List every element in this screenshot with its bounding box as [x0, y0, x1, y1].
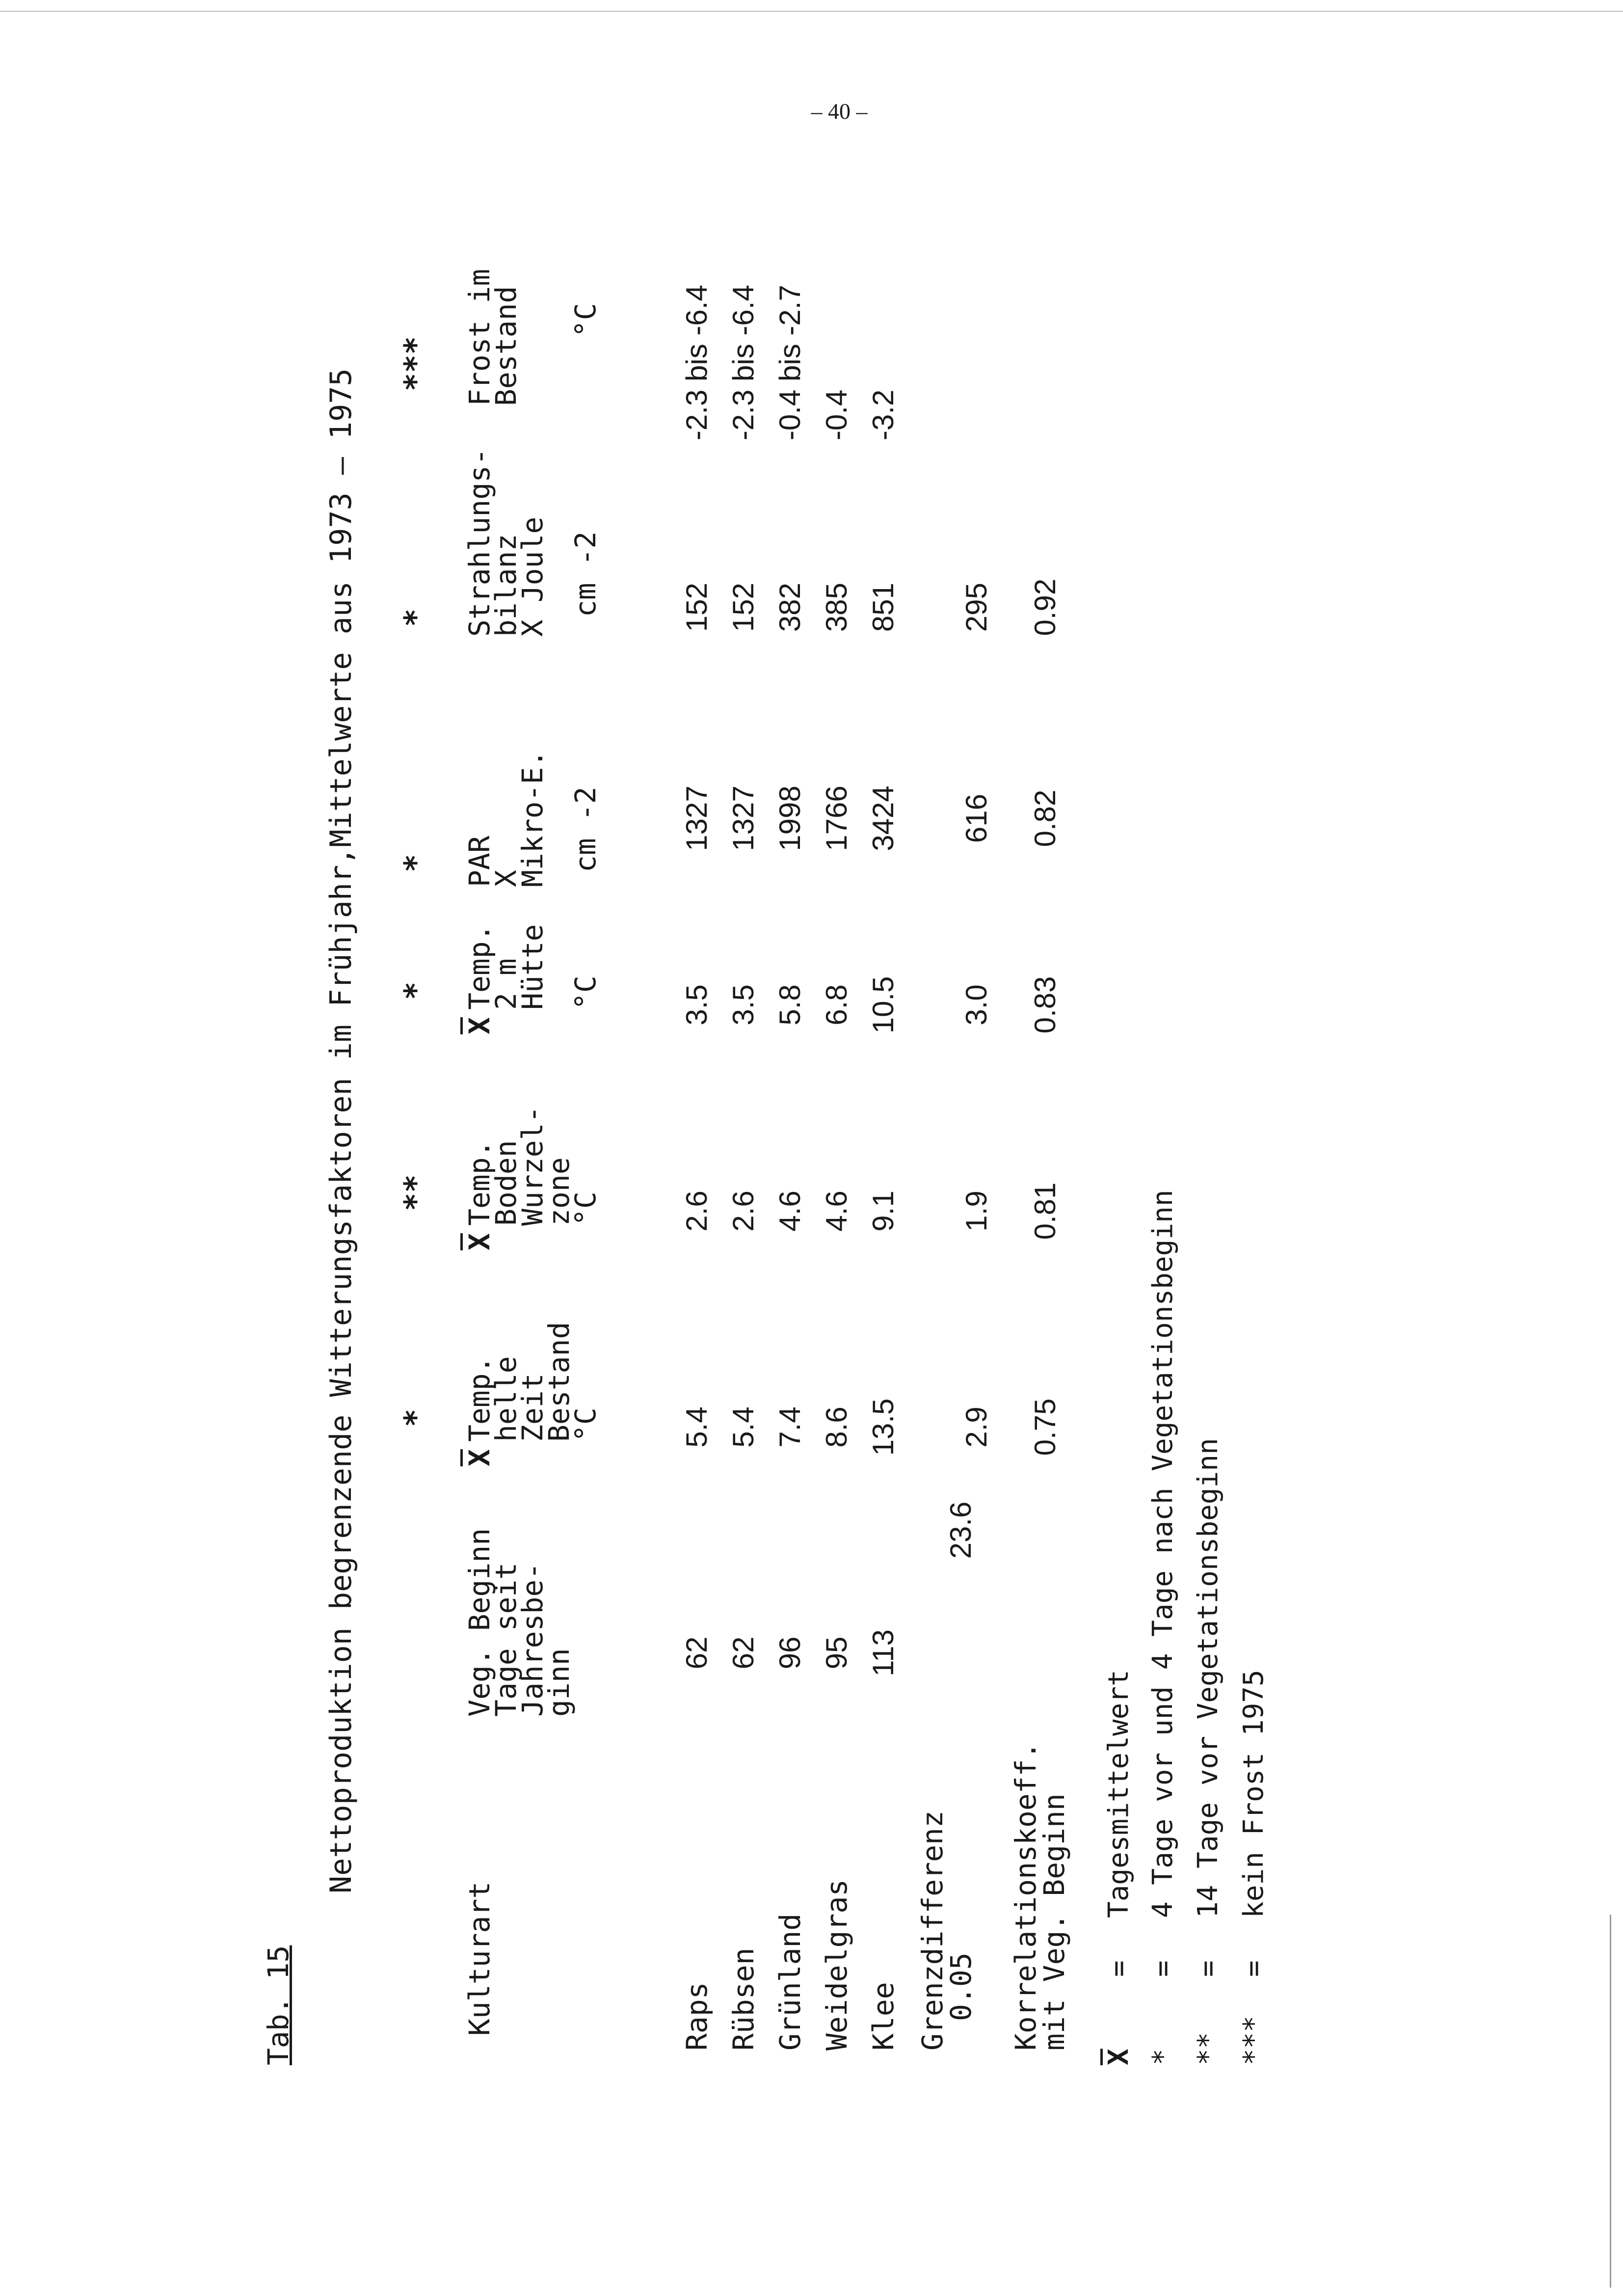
- cell-par: 1327: [680, 785, 713, 851]
- col-header-frost: Frost im Bestand: [463, 269, 523, 406]
- col-header-veg-beginn: Veg. Beginn Tage seit Jahresbe- ginn: [463, 1528, 576, 1717]
- xbar-symbol: $\overline{X}$: [463, 1017, 496, 1034]
- col-unit-frost: °C: [569, 303, 602, 337]
- cell-frost: -0.4: [820, 389, 853, 440]
- footnote-text: 14 Tage vor Vegetationsbeginn: [1192, 1438, 1224, 1918]
- col-header-par: PAR X Mikro-E.: [463, 750, 549, 887]
- cell-par: 1998: [773, 785, 806, 851]
- footnote-text: kein Frost 1975: [1238, 1670, 1270, 1918]
- footnote-eq: =: [1192, 1960, 1224, 1977]
- cell-strahlung: 0.92: [1029, 578, 1062, 636]
- cell-veg: 95: [820, 1636, 853, 1670]
- cell-temp-huette: 3.5: [680, 984, 713, 1026]
- row-label: Rübsen: [727, 1947, 760, 2051]
- row-sublabel: 0.05: [944, 1952, 978, 2021]
- col-header-temp-huette: Temp. 2 m Hütte: [463, 924, 549, 1010]
- cell-frost: -3.2: [867, 389, 900, 440]
- cell-strahlung: 385: [820, 582, 853, 632]
- cell-par: 616: [960, 793, 993, 843]
- col-header-strahlung: Strahlungs- bilanz X Joule: [463, 448, 549, 637]
- cell-temp-boden: 2.6: [727, 1190, 760, 1232]
- cell-frost: -2.3 bis -6.4: [680, 285, 713, 440]
- row-label: Grenzdifferenz: [916, 1810, 949, 2051]
- col-unit-par: cm -2: [569, 786, 602, 872]
- cell-temp-hell: 5.4: [727, 1406, 760, 1448]
- col-star-frost: ***: [398, 336, 433, 391]
- cell-temp-huette: 6.8: [820, 984, 853, 1026]
- cell-temp-huette: 10.5: [867, 976, 900, 1034]
- footnote-symbol: $\overline{X}$: [1103, 2049, 1135, 2065]
- footnote-symbol: *: [1147, 2049, 1179, 2065]
- footnote-text: 4 Tage vor und 4 Tage nach Vegetationsbeginn: [1147, 1189, 1179, 1918]
- page-number: – 40 –: [811, 99, 868, 124]
- footnote-symbol: **: [1192, 2032, 1224, 2065]
- cell-temp-hell: 0.75: [1029, 1398, 1062, 1456]
- cell-temp-hell: 13.5: [867, 1398, 900, 1456]
- cell-par: 0.82: [1029, 789, 1062, 847]
- cell-veg: 23.6: [944, 1501, 977, 1559]
- table-label: Tab. 15: [262, 1945, 295, 2065]
- cell-veg: 96: [773, 1636, 806, 1670]
- cell-par: 1327: [727, 785, 760, 851]
- cell-temp-boden: 9.1: [867, 1190, 900, 1232]
- cell-par: 1766: [820, 785, 853, 851]
- footnote-symbol: ***: [1238, 2015, 1270, 2065]
- col-star-strahlung: *: [398, 608, 433, 627]
- footnote-eq: =: [1238, 1960, 1270, 1977]
- col-header-kulturart: Kulturart: [463, 1881, 496, 2036]
- cell-temp-huette: 0.83: [1029, 976, 1062, 1034]
- col-header-temp-hell: Temp. helle Zeit Bestand: [463, 1322, 576, 1442]
- cell-temp-hell: 7.4: [773, 1406, 806, 1448]
- col-unit-temp-huette: °C: [569, 975, 602, 1010]
- row-label: Korrelationskoeff.: [1009, 1742, 1042, 2051]
- col-unit-temp-boden: °C: [569, 1191, 602, 1226]
- row-label: Grünland: [773, 1913, 807, 2051]
- col-star-par: *: [398, 854, 433, 872]
- row-label: Klee: [867, 1982, 900, 2051]
- cell-temp-hell: 5.4: [680, 1406, 713, 1448]
- cell-temp-hell: 2.9: [960, 1406, 993, 1448]
- cell-temp-boden: 0.81: [1029, 1182, 1062, 1240]
- xbar-symbol: $\overline{X}$: [463, 1233, 496, 1250]
- col-unit-strahlung: cm -2: [569, 531, 602, 617]
- cell-veg: 113: [867, 1629, 900, 1676]
- cell-temp-boden: 4.6: [773, 1190, 806, 1232]
- col-star-temp-boden: **: [398, 1174, 433, 1211]
- cell-strahlung: 295: [960, 582, 993, 632]
- col-star-temp-hell: *: [398, 1408, 433, 1427]
- cell-frost: -0.4 bis -2.7: [773, 285, 806, 440]
- col-star-temp-huette: *: [398, 981, 433, 1000]
- cell-temp-huette: 3.5: [727, 984, 760, 1026]
- cell-temp-huette: 3.0: [960, 984, 993, 1026]
- row-sublabel: mit Veg. Beginn: [1038, 1793, 1071, 2051]
- cell-strahlung: 382: [773, 582, 806, 632]
- cell-veg: 62: [727, 1636, 760, 1670]
- cell-temp-boden: 1.9: [960, 1190, 993, 1232]
- col-unit-temp-hell: °C: [569, 1407, 602, 1442]
- cell-strahlung: 152: [680, 582, 713, 632]
- row-label: Raps: [680, 1982, 714, 2051]
- cell-temp-hell: 8.6: [820, 1406, 853, 1448]
- cell-strahlung: 851: [867, 582, 900, 632]
- xbar-symbol: $\overline{X}$: [463, 1449, 496, 1466]
- footnote-eq: =: [1103, 1960, 1135, 1977]
- cell-par: 3424: [867, 785, 900, 851]
- cell-strahlung: 152: [727, 582, 760, 632]
- footnote-eq: =: [1147, 1960, 1179, 1977]
- cell-veg: 62: [680, 1636, 713, 1670]
- cell-temp-boden: 4.6: [820, 1190, 853, 1232]
- cell-temp-huette: 5.8: [773, 984, 806, 1026]
- footnote-text: Tagesmittelwert: [1103, 1670, 1135, 1918]
- cell-temp-boden: 2.6: [680, 1190, 713, 1232]
- cell-frost: -2.3 bis -6.4: [727, 285, 760, 440]
- col-header-temp-boden: Temp. Boden Wurzel- zone: [463, 1106, 576, 1226]
- table-title: Nettoproduktion begrenzende Witterungsfaktoren im Frühjahr,Mittelwerte aus 1973 – 1975: [324, 368, 358, 1893]
- row-label: Weidelgras: [820, 1879, 853, 2051]
